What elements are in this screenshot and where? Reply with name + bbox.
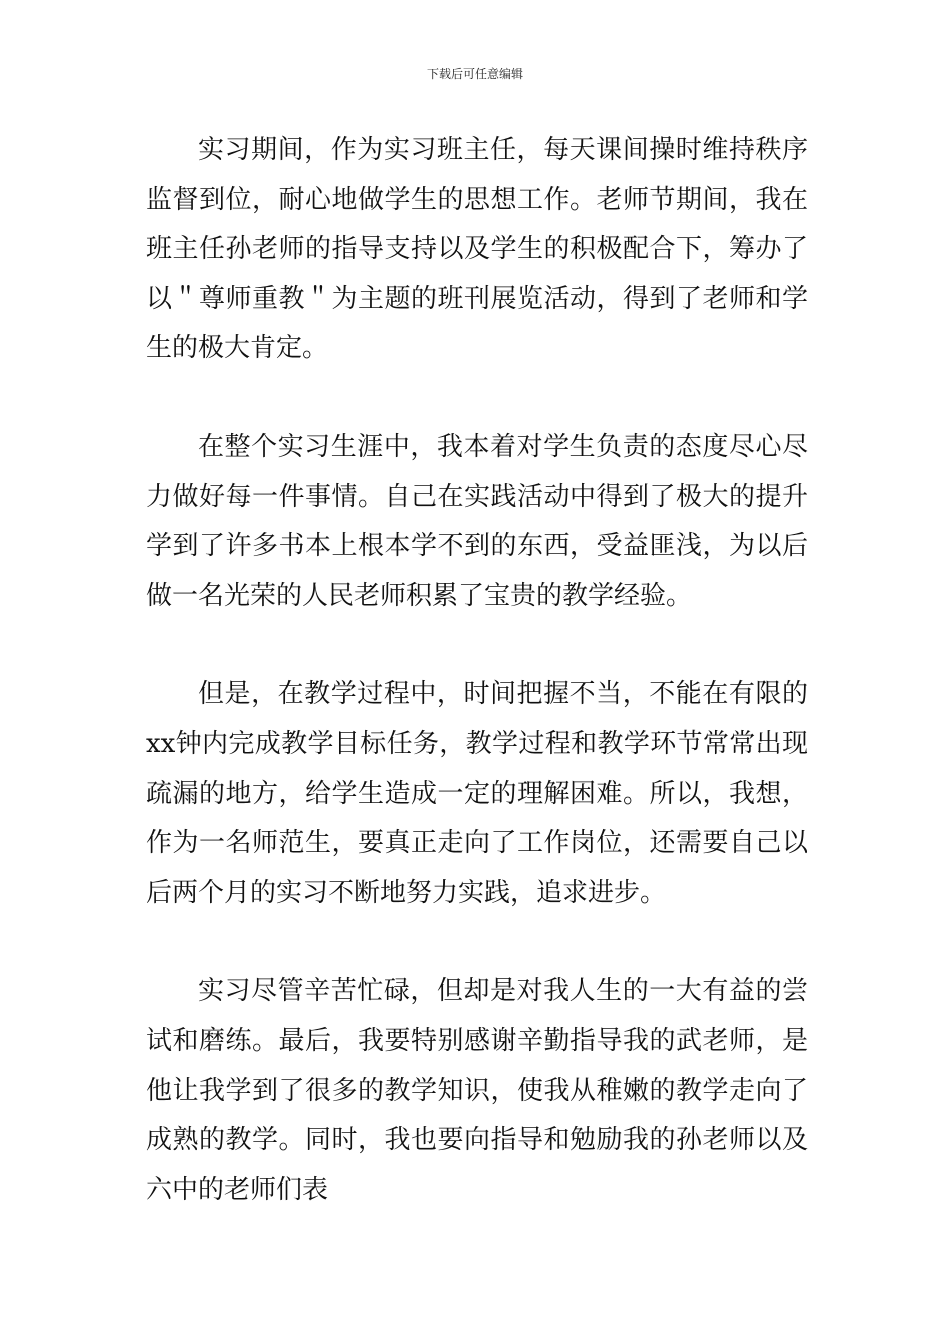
paragraph-1: 实习期间，作为实习班主任，每天课间操时维持秩序监督到位，耐心地做学生的思想工作。老师节期间，我在班主任孙老师的指导支持以及学生的积极配合下，筹办了以＂尊师重教＂为主题的班刊展览活动，得到了老师和学生的极大肯定。 (146, 135, 808, 364)
paragraph-3: 但是，在教学过程中，时间把握不当，不能在有限的xx钟内完成教学目标任务，教学过程和教学环节常常出现疏漏的地方，给学生造成一定的理解困难。所以，我想，作为一名师范生，要真正走向了工作岗位，还需要自己以后两个月的实习不断地努力实践，追求进步。 (146, 679, 808, 908)
page-header: 下载后可任意编辑 (426, 67, 523, 81)
document-body (146, 126, 808, 1215)
paragraph-2: 在整个实习生涯中，我本着对学生负责的态度尽心尽力做好每一件事情。自己在实践活动中得到了极大的提升学到了许多书本上根本学不到的东西，受益匪浅，为以后做一名光荣的人民老师积累了宝贵的教学经验。 (146, 431, 808, 611)
paragraph-4: 实习尽管辛苦忙碌，但却是对我人生的一大有益的尝试和磨练。最后，我要特别感谢辛勤指导我的武老师，是他让我学到了很多的教学知识，使我从稚嫩的教学走向了成熟的教学。同时，我也要向指导和勉励我的孙老师以及六中的老师们表 (146, 976, 808, 1205)
